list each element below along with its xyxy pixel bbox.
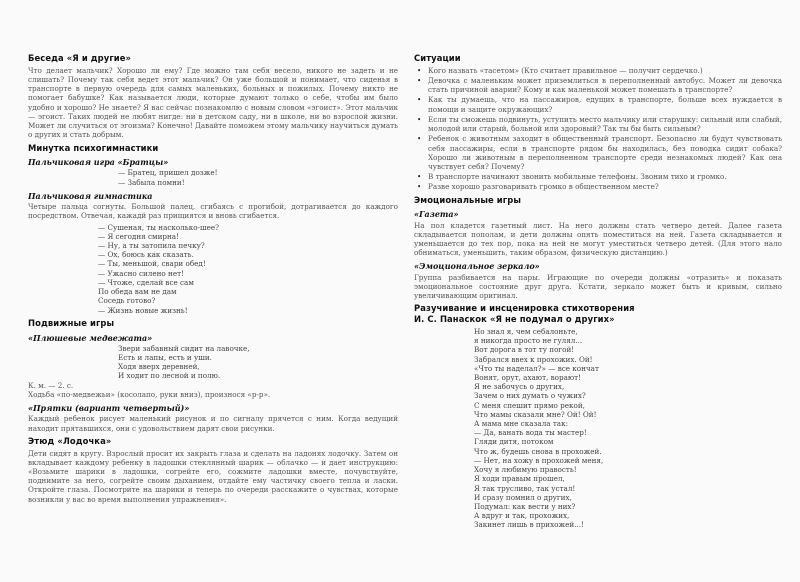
poem-line: Зачем о них думать о чужих?	[474, 391, 586, 401]
poem-line: — Ты, меньшой, свари обед!	[98, 259, 206, 269]
finger-gymnastics-text: Четыре пальца согнуты. Большой палец, сгибаясь с прогибой, дотрагивается до каждого посредством. Отвечая, кажадй раз прищиятся и вновь сгибается.	[28, 202, 398, 221]
poem-author: К. м. — 2. с.	[28, 380, 74, 390]
poem-line: — Ужасно силено нет!	[98, 268, 184, 278]
poem-line: я никогда просто не гулял...	[474, 336, 583, 346]
hide-and-seek-text: Каждый ребенок рисует маленький рисунок и по сигналу прячется с ним. Когда ведущий находит прятавшихся, они с удовольствием дарят свои рисунки.	[28, 414, 398, 433]
poem-line: Подумал: как вести у них?	[474, 502, 576, 511]
list-item: • Если ты сможешь подвинуть, уступить место мальчику или старушку: сильный или слабый, молодой или старый, больной или здоровый? Так ты бы быть сильным?	[414, 115, 782, 133]
poem-line: Гляди дитя, потоком	[474, 437, 554, 447]
poem-line: Забрался ввех к прохожих. Ой!	[474, 354, 593, 364]
poem-bears	[28, 344, 398, 381]
poem-line: Я ходи правым прошел,	[474, 474, 565, 484]
section-title-conversation: Беседа «Я и другие»	[28, 53, 132, 63]
section-title-active-games: Подвижные игры	[28, 317, 115, 328]
poem-line: Соседь готово?	[98, 296, 156, 306]
list-item: • Кого назвать «тасетом» (Кто считает правильное — получит сердечко.)	[414, 66, 782, 75]
poem-line: — Нет, на хожу в прохожей меня,	[474, 455, 604, 465]
poem-line: Звери забавный сидит на лавочке,	[118, 343, 250, 353]
poem-author-title: И. С. Панаскок «Я не подумал о других»	[414, 314, 615, 325]
boat-etude-text: Дети сидят в кругу. Взрослый просит их закрыть глаза и сделать на ладонях лодочку. Затем он вкладывает каждому ребенку в ладошки стеклянный шарик — облачко — и дает инструкцию: «Возьмите шарики в ладошки, согрейте его, сожмите ладошки вместе, почувствуйте, поднимите за него, согрейте своим дыханием, отдайте ему частичку своего тепла и ласки. Откройте глаза. Посмотрите на шарики и теперь по очереди расскажите о чувствах, которые возникли у вас во время выполнения упражнения».	[28, 448, 398, 504]
section-title-situations: Ситуации	[414, 53, 461, 63]
poem-line: — Забыла помни!	[118, 177, 185, 187]
list-item: • Ребенок с животным заходит в общественный транспорт. Безопасно ли будут чувствовать себя пассажиры, если в транспорте рядом бы находилась, без поводка сидит собака? Хорошо ли животным в переполненном транспорте среди незнакомых людей? Как она чувствует себя? Почему?	[414, 134, 782, 171]
right-column	[414, 50, 782, 572]
situations-list	[414, 66, 782, 192]
poem-line: Что ж, будешь снова в прохожей.	[474, 446, 602, 456]
poem-line: Я не забочусь о других,	[474, 382, 565, 392]
bears-text: Ходьба «по-медвежьи» (косолапо, руки вниз), произнося «р-р».	[28, 389, 271, 399]
poem-line: По обеда вам не дам	[98, 287, 177, 297]
poem-others	[414, 327, 782, 530]
poem-line: И ходит по лесной и полю.	[118, 371, 221, 381]
poem-line: — Я сегодня смирна!	[98, 231, 179, 241]
poem-line: — Жизнь новые жизнь!	[98, 305, 188, 315]
subtitle-newspaper: «Газета»	[414, 209, 459, 220]
poem-line: Есть и лапы, есть и уши.	[118, 352, 212, 362]
subtitle-emotional-mirror: «Эмоциональное зеркало»	[414, 261, 540, 272]
poem-line: Ходя вверх деревней,	[118, 362, 200, 372]
section-title-psychogymnastics: Минутка психогимнастики	[28, 142, 159, 153]
left-column	[28, 50, 398, 572]
subtitle-plush-bears: «Плюшевые медвежата»	[28, 332, 153, 343]
section-title-poem-staging: Разучивание и инсценировка стихотворения	[414, 303, 635, 314]
poem-line: Вот дорога в тот ту погой!	[474, 345, 575, 355]
poem-line: А мама мне сказала так:	[474, 419, 569, 429]
poem-line: Хочу я любимую правость!	[474, 465, 577, 475]
subtitle-hide-and-seek: «Прятки (вариант четвертый)»	[28, 403, 190, 414]
poem-line: — Сушеная, ты насколько-шее?	[98, 222, 219, 232]
section-title-emotional-games: Эмоциональные игры	[414, 194, 522, 205]
list-item: • В транспорте начинают звонить мобильные телефоны. Звоним тихо и громко.	[414, 172, 782, 181]
poem-line: И сразу помнил о других,	[474, 492, 572, 502]
section-title-boat-etude: Этюд «Лодочка»	[28, 435, 112, 446]
poem-line: Вонят, орут, ахают, ворают!	[474, 372, 581, 382]
list-item: • Девочка с маленьким может приземлиться в переполненный автобус. Может ли девочка стать причиной аварии? Кому и как маленькой может помешать в транспорте?	[414, 76, 782, 94]
poem-line: Закинет лишь в прихожей...!	[474, 520, 584, 530]
poem-fingers	[28, 223, 398, 315]
subtitle-finger-gymnastics: Пальчиковая гимнастика	[28, 190, 153, 201]
list-item: • Разве хорошо разговаривать громко в общественном месте?	[414, 182, 782, 191]
poem-brothers	[28, 168, 398, 186]
poem-line: Но знал я, чем себалоньте,	[474, 326, 578, 336]
list-item: • Как ты думаешь, что на пассажиров, едущих в транспорте, больше всех нуждается в помощи и защите окружающих?	[414, 95, 782, 113]
subtitle-finger-game: Пальчиковая игра «Братцы»	[28, 157, 169, 168]
poem-line: — Чтоже, сделай все сам	[98, 277, 194, 287]
poem-line: «Что ты наделал?» — все кончат	[474, 363, 599, 373]
poem-line: — Да, ванать вода ты мастер!	[474, 428, 587, 438]
poem-line: А вдруг и так, прохожих,	[474, 511, 570, 521]
poem-line: Я так трусливо, так устал!	[474, 483, 576, 493]
poem-line: — Ох, боюсь как сказать.	[98, 250, 194, 260]
poem-line: — Братец, пришел дозже!	[118, 168, 218, 178]
newspaper-text: На пол кладется газетный лист. На него должны стать четверо детей. Далее газета складывается пополам, и дети должны опять поместиться на ней. Газета складывается и уменьшается до тех пор, пока на ней не могут уместиться четверо детей. (Для этого нало обниматься, уменьшить, таким образом, физическую дистанцию.)	[414, 220, 782, 258]
poem-line: — Ну, а ты затопила печку?	[98, 241, 205, 251]
mirror-text: Группа разбивается на пары. Играющие по очереди должны «отразить» и показать эмоциональное состояние друг друга. Кстати, зеркало может быть и кривым, сильно увеличивающим оригинал.	[414, 272, 782, 301]
conversation-text: Что делает мальчик? Хорошо ли ему? Где можно там себя весело, никого не задеть и не слишать? Почему так себя ведет этот мальчик? Он уже большой и понимает, что сиденья в транспорте в первую очередь для самых маленьких, больных и пожилых. Почему никто не помогает бабушке? Как называется люди, которые думают только о себе, чтобы им было удобно и хорошо? Не знаете? Я вас сейчас познакомлю с новым словом «эгоист». Этот мальчик — эгоист. Таких людей не любят нигде: ни в детском саду, ни в школе, ни во взрослой жизни. Может ли случиться от эгоизма? Конечно! Давайте поможем этому мальчику научиться думать о других и стать добрым.	[28, 65, 398, 140]
poem-line: С меня спешит прямо рекой,	[474, 400, 585, 410]
poem-line: Что мамы сказали мне? Ой! Ой!	[474, 409, 597, 419]
